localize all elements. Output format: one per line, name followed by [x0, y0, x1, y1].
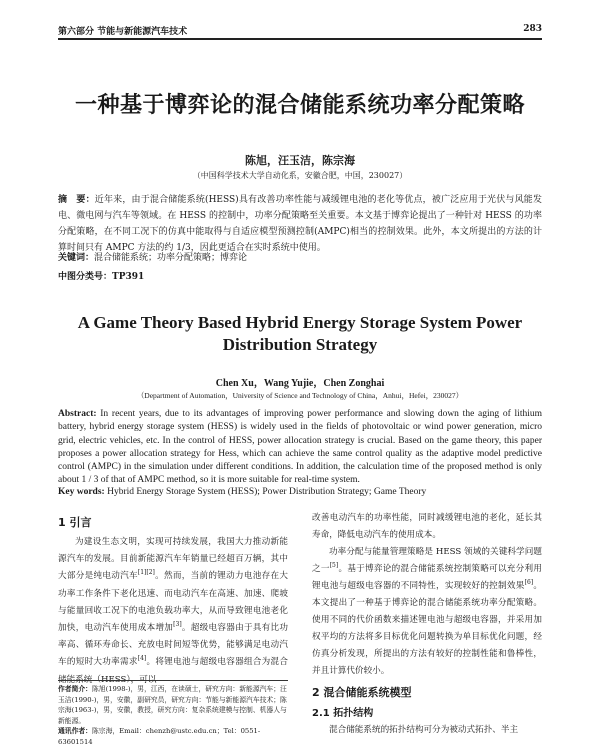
authors-english: Chen Xu，Wang Yujie，Chen Zonghai — [215, 378, 385, 389]
section-1-text-d: 。将锂电池与超级电容器组合为混合储能系统（HESS），可以 — [58, 657, 288, 685]
right-paragraph-1: 改善电动汽车的功率性能，同时减缓锂电池的老化，延长其寿命，降低电动汽车的使用成本。 — [312, 513, 542, 540]
citation: [1][2] — [137, 569, 155, 577]
footnote — [58, 680, 288, 747]
abstract-chinese-label: 摘 要： — [58, 195, 95, 205]
title-english-line-2: Distribution Strategy — [222, 335, 378, 354]
subsection-2-1-heading: 2.1 拓扑结构 — [312, 708, 374, 719]
footnote-author-label: 作者简介： — [58, 685, 92, 693]
keywords-english-text: Hybrid Energy Storage System (HESS); Power Distribution Strategy; Game Theory — [107, 487, 427, 497]
citation: [4] — [137, 655, 147, 663]
abstract-chinese-text: 近年来，由于混合储能系统(HESS)具有改善功率性能与减缓锂电池的老化等优点，被广泛应用于光伏与风能发电、微电网与汽车等领域。在 HESS 的控制中，功率分配策略至关重要。本文基于博弈论提出了一种针对 HESS 的功率分配策略，在不同工况下的仿真中能取得与自适应模型预测控制(AMPC)相当的控制效果。此外，本文所提出的方法的计算时间只有 AMPC 方法的约 1/3，因此更适合在实时系统中使用。 — [58, 195, 542, 253]
title-english-line-1: A Game Theory Based Hybrid Energy Storage System Power — [77, 313, 523, 332]
page-number: 283 — [523, 24, 542, 34]
clc-value: TP391 — [112, 272, 145, 282]
right-paragraph-2-text-a: 功率分配与能量管理策略是 HESS 领域的关键科学问题之一 — [312, 547, 542, 574]
title-chinese: 一种基于博弈论的混合储能系统功率分配策略 — [74, 93, 525, 118]
body-column-right — [312, 510, 542, 739]
section-1-text-a: 为建设生态文明，实现可持续发展，我国大力推动新能源汽车的发展。目前新能源汽车年销量已经超百万辆，其中大部分是纯电动汽车 — [58, 537, 288, 582]
clc-number — [58, 269, 542, 282]
section-2-heading: 2 混合储能系统模型 — [312, 686, 412, 699]
right-paragraph-2 — [312, 544, 542, 680]
citation: [6] — [524, 579, 534, 587]
right-paragraph-2-text-c: 。本文提出了一种基于博弈论的混合储能系统功率分配策略。使用不同的代价函数来描述锂电池与超级电容器，并采用加权平均的方法将多目标优化问题转换为单目标优化问题，经仿真分析发现，所提出的方法有较好的控制性能和鲁棒性，并且计算代价较小。 — [312, 581, 542, 676]
running-head-section: 第六部分 节能与新能源汽车技术 — [58, 27, 188, 37]
affiliation-english: （Department of Automation，University of Science and Technology of China，Anhui，Hefei，230027） — [136, 391, 464, 400]
section-1-paragraph — [58, 534, 288, 689]
abstract-english-label: Abstract: — [58, 409, 97, 419]
affiliation-chinese: （中国科学技术大学自动化系，安徽合肥，中国，230027） — [192, 171, 408, 180]
keywords-english — [58, 487, 542, 497]
citation: [5] — [329, 562, 339, 570]
keywords-chinese — [58, 250, 542, 263]
keywords-chinese-label: 关键词： — [58, 253, 95, 263]
abstract-english-text: In recent years, due to its advantages of improving power performance and slowing down the aging of lithium battery, hybrid energy storage system (HESS) is widely used in the fields of photovoltaic or wind power generation, micro grid, electric vehicles, etc. In the control of HESS, power allocation strategy is crucial. Based on the game theory, this paper proposes a power allocation strategy for Hess, which can achieve the same control quality as the adaptive model predictive control (AMPC) in the simulation under different conditions. In addition, the calculation time of the proposed method is only about 1 / 3 of that of AMPC method, so it is more suitable for real-time system. — [58, 409, 542, 486]
footnote-author-bio — [58, 684, 288, 726]
clc-label: 中图分类号： — [58, 272, 113, 282]
abstract-english — [58, 408, 542, 488]
section-1-text-b: 。然而，当前的锂动力电池存在大功率工作条件下老化迅速、而电动汽车在高速、加速、爬坡与能量回收工况下的电池负载功率大，从而导致锂电池老化加快，电动汽车使用成本增加 — [58, 571, 288, 634]
footnote-corresponding — [58, 726, 288, 747]
keywords-chinese-text: 混合储能系统；功率分配策略；博弈论 — [94, 253, 248, 263]
citation: [3] — [173, 621, 182, 629]
keywords-english-label: Key words: — [58, 487, 105, 497]
authors-chinese: 陈旭，汪玉洁，陈宗海 — [245, 154, 355, 167]
footnote-author-text: 陈旭(1998-)，男，江西，在读硕士，研究方向：新能源汽车；汪玉洁(1990-)，男，安徽，副研究员，研究方向：节能与新能源汽车技术；陈宗海(1963-)，男，安徽，教授，研究方向：复杂系统建模与控制、机器人与新能源。 — [58, 685, 287, 725]
title-english — [60, 312, 540, 356]
right-paragraph-3: 混合储能系统的拓扑结构可分为被动式拓扑、半主 — [329, 725, 519, 735]
abstract-chinese — [58, 192, 542, 256]
section-1-heading: 1 引言 — [58, 516, 92, 529]
section-1-text-c: 。超级电容器由于具有比功率高、循环寿命长、充放电时间短等优势，能够满足电动汽车的短时大功率需求 — [58, 623, 288, 668]
body-column-left — [58, 510, 288, 689]
right-paragraph-2-text-b: 。基于博弈论的混合储能系统控制策略可以充分利用锂电池与超级电容器的不同特性，实现较好的控制效果 — [312, 564, 542, 591]
running-head — [58, 22, 542, 40]
footnote-corresponding-text: 陈宗海，Email：chenzh@ustc.edu.cn；Tel：0551-63601514 — [58, 727, 261, 746]
footnote-corresponding-label: 通讯作者： — [58, 727, 92, 735]
